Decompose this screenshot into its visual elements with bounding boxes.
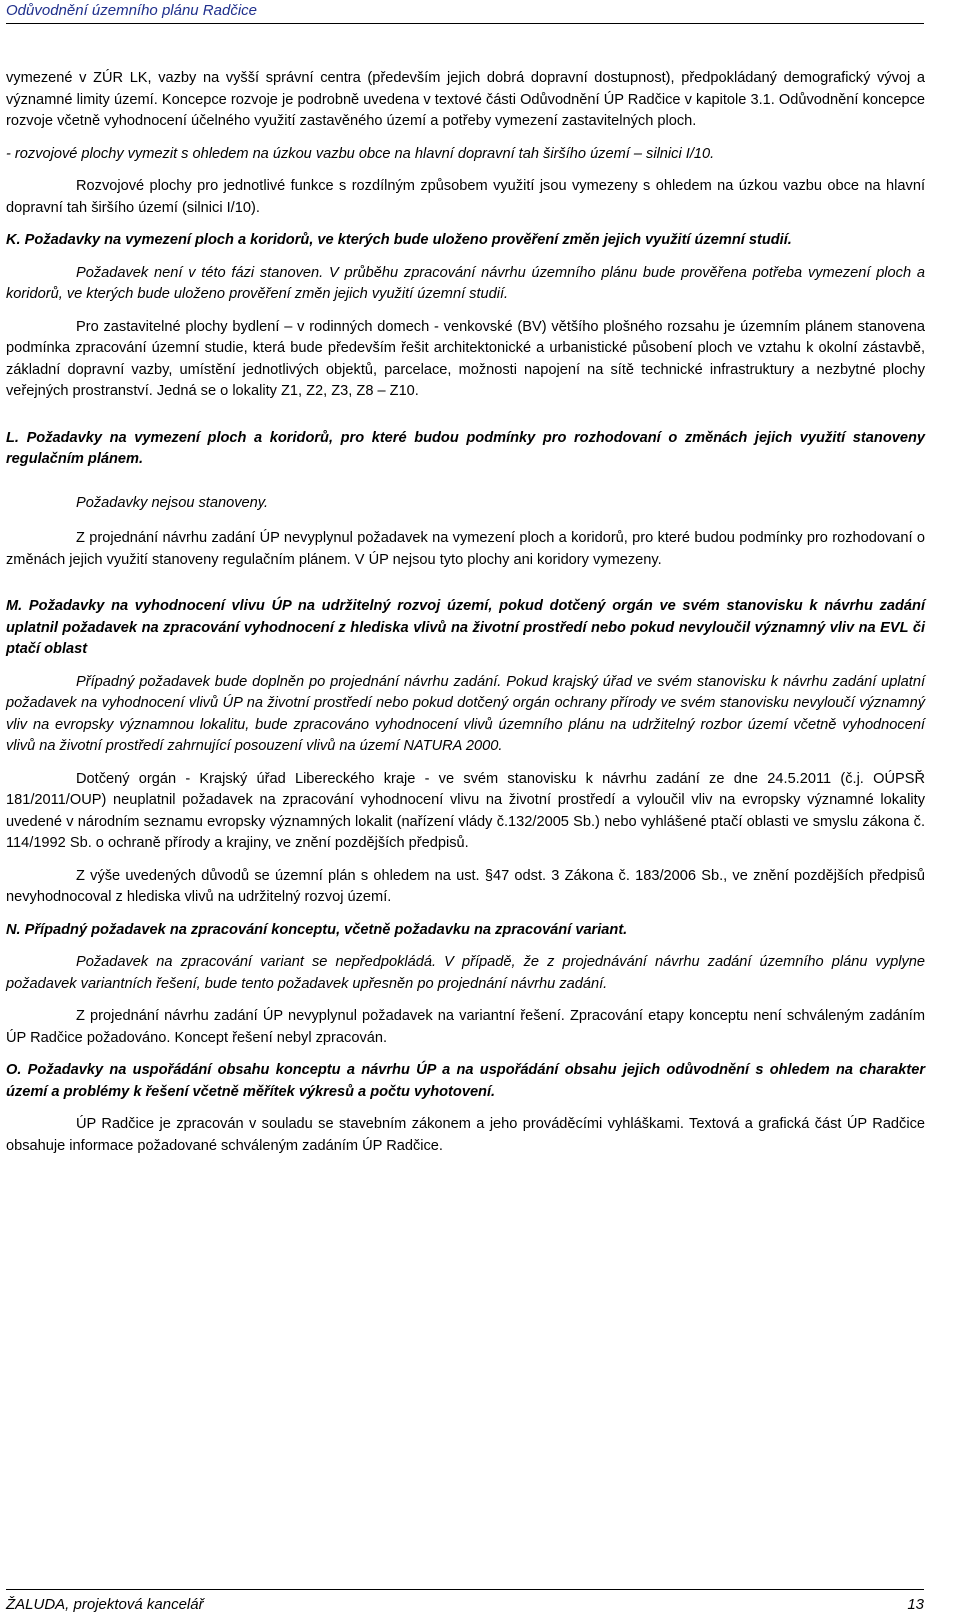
paragraph: Pro zastavitelné plochy bydlení – v rodinných domech - venkovské (BV) většího plošného rozsahu je územním plánem stanovena podmínka zpracování územní studie, která bude především řešit architektonické a urbanistické působení ploch ve vztahu k okolní zástavbě, základní dopravní vazby, umístění jednotlivých objektů, parcelace, možnosti napojení na sítě technické infrastruktury a nezbytné plochy veřejných prostranství. Jedná se o lokality Z1, Z2, Z3, Z8 – Z10. [6, 318, 925, 399]
paragraph: vymezené v ZÚR LK, vazby na vyšší správní centra (především jejich dobrá dopravní dostupnost), předpokládaný demografický vývoj a významné limity území. Koncepce rozvoje je podrobně uvedena v textové části Odůvodnění ÚP Radčice v kapitole 3.1. Odůvodnění koncepce rozvoje včetně vyhodnocení účelného využití zastavěného území a potřeby vymezení zastavitelných ploch. [6, 70, 925, 129]
paragraph: Rozvojové plochy pro jednotlivé funkce s rozdílným způsobem využití jsou vymezeny s ohledem na úzkou vazbu obce na hlavní dopravní tah širšího území (silnici I/10). [6, 178, 925, 216]
section-heading-k: K. Požadavky na vymezení ploch a koridorů, ve kterých bude uloženo prověření změn jejich využití územní studií. [6, 232, 792, 248]
paragraph: ÚP Radčice je zpracován v souladu se stavebním zákonem a jeho prováděcími vyhláškami. Textová a grafická část ÚP Radčice obsahuje informace požadované schváleným zadáním ÚP Radčice. [6, 1116, 925, 1154]
section-heading-m: M. Požadavky na vyhodnocení vlivu ÚP na udržitelný rozvoj území, pokud dotčený orgán ve svém stanovisku k návrhu zadání uplatnil požadavek na zpracování vyhodnocení z hlediska vlivů na životní prostředí nebo pokud nevyloučil významný vliv na EVL či ptačí oblast [6, 598, 925, 657]
requirement-text: Požadavky nejsou stanoveny. [76, 494, 268, 511]
requirement-item: - rozvojové plochy vymezit s ohledem na úzkou vazbu obce na hlavní dopravní tah širšího území – silnici I/10. [6, 145, 715, 162]
requirement-text: Požadavek není v této fázi stanoven. V průběhu zpracování návrhu územního plánu bude prověřena potřeba vymezení ploch a koridorů, ve kterých bude uloženo prověření změn jejich využití územní studií. [6, 264, 925, 302]
requirement-text: Případný požadavek bude doplněn po projednání návrhu zadání. Pokud krajský úřad ve svém stanovisku k návrhu zadání uplatní požadavek na vyhodnocení vlivů ÚP na životní prostředí nebo pokud dotčený orgán ochrany přírody ve svém stanovisku nevyloučí významný vliv na evropsky významnou lokalitu, bude zpracováno vyhodnocení vlivů územního plánu na udržitelný rozbor území včetně vyhodnocení vlivů na životní prostředí zahrnující posouzení vlivů na území NATURA 2000. [6, 673, 925, 754]
paragraph: Z výše uvedených důvodů se územní plán s ohledem na ust. §47 odst. 3 Zákona č. 183/2006 Sb., ve znění pozdějších předpisů nevyhodnocoval z hlediska vlivů na udržitelný rozvoj území. [6, 867, 925, 905]
document-body [6, 68, 925, 1168]
company-name: ŽALUDA, projektová kancelář [6, 1596, 204, 1613]
section-heading-o: O. Požadavky na uspořádání obsahu konceptu a návrhu ÚP a na uspořádání obsahu jejich odůvodnění s ohledem na charakter území a problémy k řešení včetně měřítek výkresů a počtu vyhotovení. [6, 1062, 925, 1100]
page-number: 13 [907, 1596, 924, 1613]
requirement-text: Požadavek na zpracování variant se nepředpokládá. V případě, že z projednávání návrhu zadání územního plánu vyplyne požadavek variantních řešení, bude tento požadavek upřesněn po projednání návrhu zadání. [6, 954, 925, 992]
document-title: Odůvodnění územního plánu Radčice [6, 2, 258, 19]
page-header [6, 2, 924, 24]
paragraph: Z projednání návrhu zadání ÚP nevyplynul požadavek na vymezení ploch a koridorů, pro které budou podmínky pro rozhodovaní o změnách jejich využití stanoveny regulačním plánem. V ÚP nejsou tyto plochy ani koridory vymezeny. [6, 530, 925, 568]
page-footer [6, 1589, 924, 1613]
section-heading-n: N. Případný požadavek na zpracování konceptu, včetně požadavku na zpracování variant. [6, 921, 628, 938]
paragraph: Z projednání návrhu zadání ÚP nevyplynul požadavek na variantní řešení. Zpracování etapy konceptu není schváleným zadáním ÚP Radčice požadováno. Koncept řešení nebyl zpracován. [6, 1008, 925, 1046]
paragraph: Dotčený orgán - Krajský úřad Libereckého kraje - ve svém stanovisku k návrhu zadání ze dne 24.5.2011 (č.j. OÚPSŘ 181/2011/OUP) neuplatnil požadavek na zpracování vyhodnocení vlivu na životní prostředí a vyloučil vliv na evropsky významné lokality uvedené v národním seznamu evropsky významných lokalit (nařízení vlády č.132/2005 Sb.) nebo vyhlášené ptačí oblasti ve smyslu zákona č. 114/1992 Sb. o ochraně přírody a krajiny, ve znění pozdějších předpisů. [6, 770, 925, 851]
section-heading-l: L. Požadavky na vymezení ploch a koridorů, pro které budou podmínky pro rozhodovaní o změnách jejich využití stanoveny regulačním plánem. [6, 429, 925, 467]
